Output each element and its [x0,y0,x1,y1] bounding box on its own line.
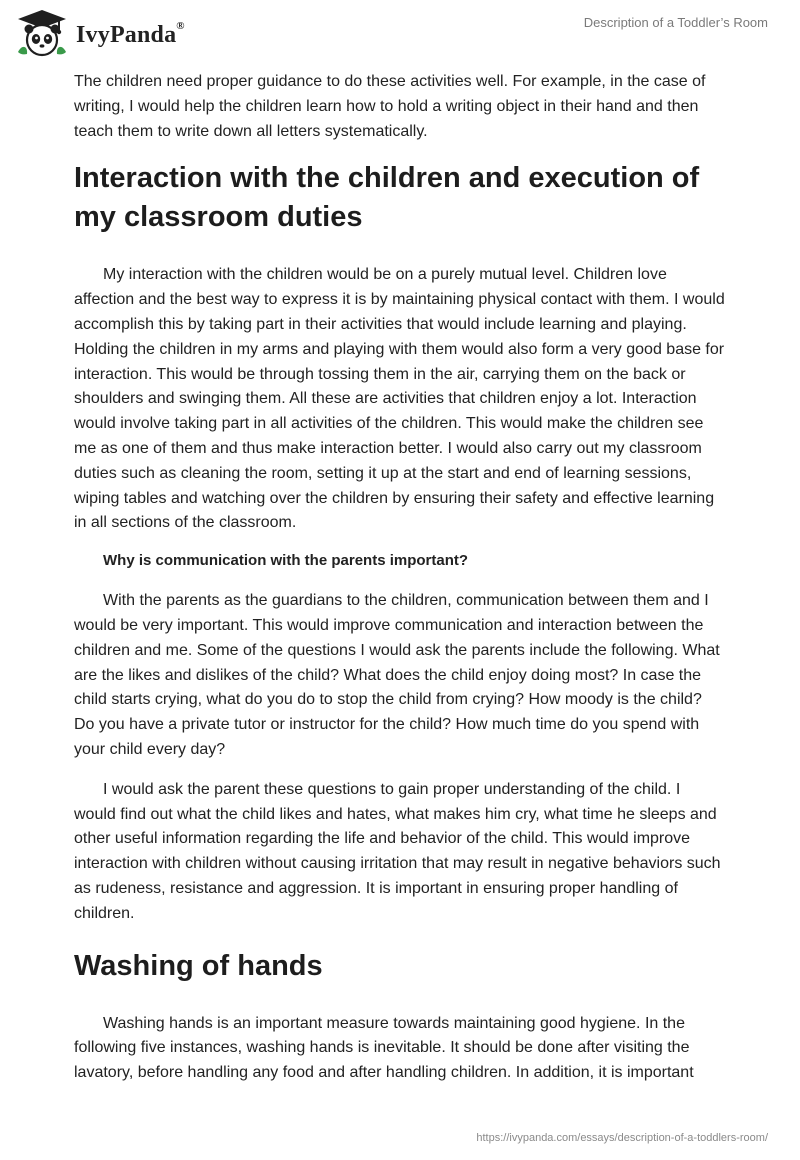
subheading-parents: Why is communication with the parents important? [103,552,469,570]
article-body [74,70,726,1101]
trademark-symbol: ® [176,20,185,32]
source-url[interactable]: https://ivypanda.com/essays/description-of-a-toddlers-room/ [476,1132,768,1144]
section-heading-interaction: Interaction with the children and execution of my classroom duties [74,162,700,234]
paragraph-intro: The children need proper guidance to do these activities well. For example, in the case of writing, I would help the children learn how to hold a writing object in their hand and then teach them to write down all letters systematically. [74,73,706,140]
panda-graduate-icon [14,8,70,63]
paragraph-parents-1: With the parents as the guardians to the children, communication between them and I would be very important. This would improve communication and interaction between the children and me. Some of the questions I would ask the parents include the following. What are the likes and dislikes of the child? What does the child enjoy doing most? In case the child starts crying, what do you do to stop the child from crying? How moody is the child? Do you have a private tutor or instructor for the child? How much time do you spend with your child every day? [74,592,720,758]
page-header [0,0,800,70]
brand-logo[interactable] [14,8,185,63]
brand-name: IvyPanda® [76,20,185,48]
paragraph-washing: Washing hands is an important measure towards maintaining good hygiene. In the following five instances, washing hands is inevitable. It should be done after visiting the lavatory, before handling any food and after handling children. In addition, it is important [74,1014,694,1082]
section-heading-washing: Washing of hands [74,949,323,982]
paragraph-interaction: My interaction with the children would be on a purely mutual level. Children love affection and the best way to express it is by maintaining physical contact with them. I would accomplish this by taking part in their activities that would include learning and playing. Holding the children in my arms and playing with them would also form a very good base for interaction. This would be through tossing them in the air, carrying them on the back or shoulders and swinging them. All these are activities that children enjoy a lot. Interaction would involve taking part in all activities of the children. This would make the children see me as one of them and thus make interaction better. I would also carry out my classroom duties such as cleaning the room, setting it up at the start and end of learning sessions, wiping tables and watching over the children by ensuring their safety and effective learning in all sections of the classroom. [74,266,725,532]
document-title: Description of a Toddler’s Room [583,15,768,30]
paragraph-parents-2: I would ask the parent these questions to gain proper understanding of the child. I would find out what the child likes and hates, what makes him cry, what time he sleeps and other useful information regarding the life and behavior of the child. This would improve interaction with children without causing irritation that may result in negative behaviors such as rudeness, resistance and aggression. It is important in ensuring proper handling of children. [74,780,721,922]
